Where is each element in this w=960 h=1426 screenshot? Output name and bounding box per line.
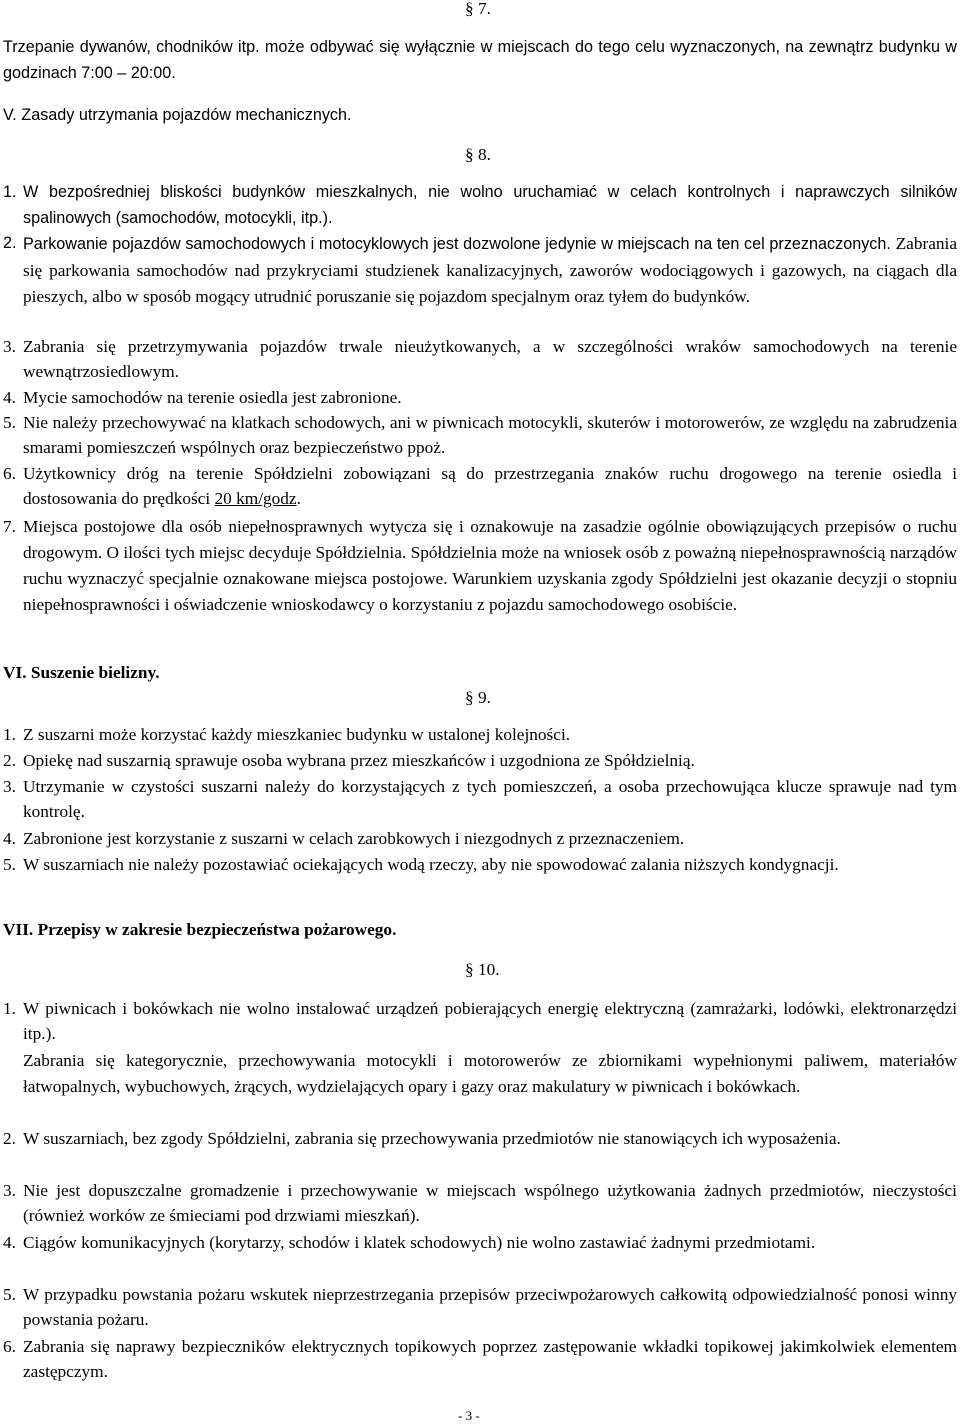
section-7-marker: § 7.	[465, 0, 491, 18]
s9-item-4-number: 4.	[3, 829, 16, 848]
s8-item-3	[3, 334, 957, 384]
section-7-paragraph: Trzepanie dywanów, chodników itp. może odbywać się wyłącznie w miejscach do tego celu wyznaczonych, na zewnątrz budynku w godzinach 7:00 – 20:00.	[3, 38, 957, 82]
s8-item-7	[3, 514, 957, 618]
s8-item-5-text: Nie należy przechowywać na klatkach schodowych, ani w piwnicach motocykli, skuterów i motorowerów, ze względu na zabrudzenia smarami pomieszczeń wspólnych oraz bezpieczeństwo ppoż.	[23, 413, 957, 457]
s9-item-2	[3, 748, 957, 773]
s10-item-1-continued-text: Zabrania się kategorycznie, przechowywania motocykli i motorowerów ze zbiornikami wypełnionymi paliwem, materiałów łatwopalnych, wybuchowych, żrących, wydzielających opary i gazy oraz makulatury w piwnicach i bokówkach.	[23, 1051, 957, 1096]
s8-item-6-end: .	[296, 489, 301, 508]
s10-item-4-number: 4.	[3, 1233, 16, 1252]
s9-item-5-number: 5.	[3, 855, 16, 874]
s10-item-2-number: 2.	[3, 1129, 16, 1148]
s8-item-7-text: Miejsca postojowe dla osób niepełnosprawnych wytycza się i oznakowuje na zasadzie ogólnie obowiązujących przepisów o ruchu drogowym. O ilości tych miejsc decyduje Spółdzielnia. Spółdzielnia może na wniosek osób z poważną niepełnosprawnością narządów ruchu wyznaczyć specjalnie oznakowane miejsca postojowe. Warunkiem uzyskania zgody Spółdzielni jest okazanie decyzji o stopniu niepełnosprawności i oświadczenie wnioskodawcy o korzystaniu z pojazdu samochodowego osobiście.	[23, 517, 957, 614]
s8-item-6	[3, 461, 957, 511]
s9-item-5	[3, 852, 957, 877]
heading-v: V. Zasady utrzymania pojazdów mechanicznych.	[3, 106, 352, 124]
s10-item-2	[3, 1126, 957, 1151]
s8-item-2-text-b: Zabrania się parkowania samochodów nad przykryciami studzienek kanalizacyjnych, zaworów wodociągowych i gazowych, na ciągach dla pieszych, albo w sposób mogący utrudnić poruszanie się pojazdom specjalnym oraz tyłem do budynków.	[23, 234, 957, 306]
heading-vi: VI. Suszenie bielizny.	[3, 663, 160, 682]
s8-item-3-number: 3.	[3, 337, 16, 356]
s9-item-1-text: Z suszarni może korzystać każdy mieszkaniec budynku w ustalonej kolejności.	[23, 725, 571, 744]
s9-item-4	[3, 826, 957, 851]
s10-item-6	[3, 1334, 957, 1384]
s8-item-1	[3, 180, 957, 231]
s10-item-3	[3, 1178, 957, 1228]
s8-item-1-number: 1.	[3, 183, 17, 201]
s8-item-6-number: 6.	[3, 464, 16, 483]
s10-item-1-number: 1.	[3, 999, 16, 1018]
s10-item-1-text: W piwnicach i bokówkach nie wolno instalować urządzeń pobierających energię elektryczną (zamrażarki, lodówki, elektronarzędzi itp.).	[23, 999, 957, 1043]
s10-item-4-text: Ciągów komunikacyjnych (korytarzy, schodów i klatek schodowych) nie wolno zastawiać żadnymi przedmiotami.	[23, 1233, 816, 1252]
s10-item-1	[3, 996, 957, 1046]
s8-item-5	[3, 410, 957, 460]
section-8-marker: § 8.	[465, 145, 491, 164]
s8-item-7-number: 7.	[3, 517, 16, 536]
s9-item-5-text: W suszarniach nie należy pozostawiać ociekających wodą rzeczy, aby nie spowodować zalania niższych kondygnacji.	[23, 855, 839, 874]
s10-item-3-text: Nie jest dopuszczalne gromadzenie i przechowywanie w miejscach wspólnego użytkowania żadnych przedmiotów, nieczystości (również worków ze śmieciami pod drzwiami mieszkań).	[23, 1181, 957, 1225]
section-9-marker: § 9.	[465, 688, 491, 707]
s9-item-3-text: Utrzymanie w czystości suszarni należy do korzystających z tych pomieszczeń, a osoba przechowująca klucze sprawuje nad tym kontrolę.	[23, 777, 957, 821]
heading-vii: VII. Przepisy w zakresie bezpieczeństwa pożarowego.	[3, 920, 397, 939]
s10-item-5	[3, 1282, 957, 1332]
s10-item-6-number: 6.	[3, 1337, 16, 1356]
s10-item-5-text: W przypadku powstania pożaru wskutek nieprzestrzegania przepisów przeciwpożarowych całkowitą odpowiedzialność ponosi winny powstania pożaru.	[23, 1285, 957, 1329]
s8-item-6-text-main: Użytkownicy dróg na terenie Spółdzielni zobowiązani są do przestrzegania znaków ruchu drogowego na terenie osiedla i dostosowania do prędkości	[23, 464, 957, 508]
s8-item-3-text: Zabrania się przetrzymywania pojazdów trwale nieużytkowanych, a w szczególności wraków samochodowych na terenie wewnątrzosiedlowym.	[23, 337, 957, 381]
s8-item-6-text	[23, 461, 957, 511]
page-number: - 3 -	[458, 1408, 480, 1423]
s8-item-2-text	[23, 231, 957, 311]
s9-item-1	[3, 722, 957, 747]
s10-item-4	[3, 1230, 957, 1255]
section-10-marker: § 10.	[465, 960, 500, 979]
s8-item-4-text: Mycie samochodów na terenie osiedla jest zabronione.	[23, 388, 402, 407]
s9-item-4-text: Zabronione jest korzystanie z suszarni w celach zarobkowych i niezgodnych z przeznaczeniem.	[23, 829, 685, 848]
s8-item-2-text-a: Parkowanie pojazdów samochodowych i motocyklowych jest dozwolone jedynie w miejscach na ten cel przeznaczonych.	[23, 235, 891, 253]
speed-limit: 20 km/godz	[214, 489, 297, 508]
s8-item-2	[3, 231, 957, 311]
s8-item-2-number: 2.	[3, 234, 17, 252]
s9-item-2-text: Opiekę nad suszarnią sprawuje osoba wybrana przez mieszkańców i uzgodniona ze Spółdzielnią.	[23, 751, 695, 770]
s8-item-1-text: W bezpośredniej bliskości budynków mieszkalnych, nie wolno uruchamiać w celach kontrolnych i naprawczych silników spalinowych (samochodów, motocykli, itp.).	[23, 183, 957, 227]
s10-item-2-text: W suszarniach, bez zgody Spółdzielni, zabrania się przechowywania przedmiotów nie stanowiących ich wyposażenia.	[23, 1129, 841, 1148]
s10-item-6-text: Zabrania się naprawy bezpieczników elektrycznych topikowych poprzez zastępowanie wkładki topikowej jakimkolwiek elementem zastępczym.	[23, 1337, 957, 1381]
s9-item-3-number: 3.	[3, 777, 16, 796]
s10-item-3-number: 3.	[3, 1181, 16, 1200]
s8-item-5-number: 5.	[3, 413, 16, 432]
s8-item-4-number: 4.	[3, 388, 16, 407]
s9-item-3	[3, 774, 957, 824]
s9-item-2-number: 2.	[3, 751, 16, 770]
s10-item-1-continued	[3, 1048, 957, 1100]
s8-item-4	[3, 385, 957, 410]
s9-item-1-number: 1.	[3, 725, 16, 744]
s10-item-5-number: 5.	[3, 1285, 16, 1304]
